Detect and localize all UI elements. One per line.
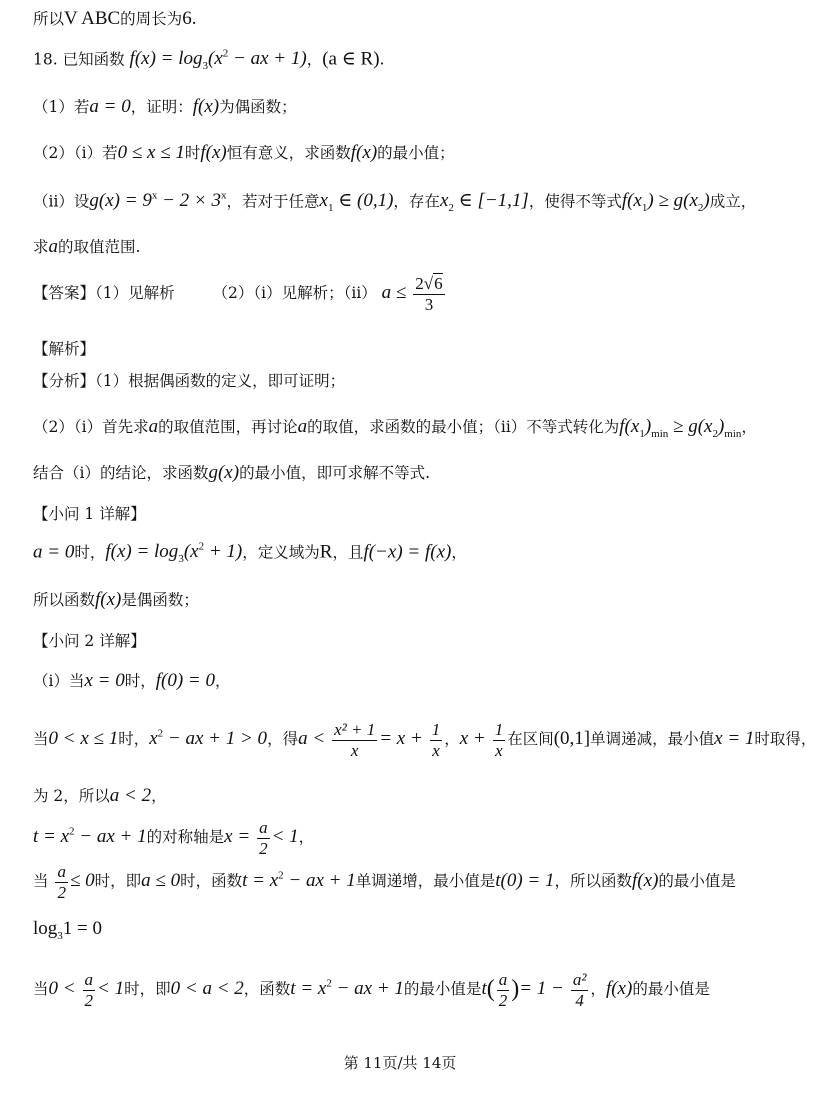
text: 所以	[33, 10, 65, 28]
text: 时，即	[94, 872, 142, 891]
fraction-denominator: 2	[84, 990, 94, 1010]
fraction-numerator: 2√6	[415, 274, 443, 293]
superscript: x	[221, 190, 227, 202]
text: ，	[590, 980, 606, 999]
paren-close: )	[511, 976, 520, 1003]
fraction-numerator: x² + 1	[334, 720, 376, 739]
text: 的最小值，即可求解不等式.	[239, 464, 430, 482]
math: f(x) = log	[105, 541, 179, 563]
math: 0 < x ≤ 1	[48, 728, 119, 750]
text: 时	[184, 144, 201, 162]
superscript: 2	[326, 977, 332, 990]
math: = 1 −	[519, 978, 564, 1000]
text: 的最小值是	[403, 980, 482, 999]
math: log	[33, 918, 58, 939]
text: ，使得不等式	[528, 192, 622, 211]
superscript: 2	[198, 541, 205, 553]
subscript: 2	[448, 202, 454, 215]
superscript: 2	[222, 48, 229, 60]
fraction	[83, 970, 96, 1010]
fraction-numerator: a	[84, 970, 94, 989]
math: g(x)	[208, 462, 240, 483]
math: + 1)	[204, 541, 243, 563]
subscript: 1	[641, 202, 648, 215]
math: t = x	[290, 978, 327, 1000]
superscript: x	[151, 190, 158, 202]
text: （2）（i）若	[33, 144, 118, 162]
text: 当	[33, 872, 49, 891]
math: a = 0	[33, 541, 75, 563]
page-footer: 第 11页/共 14页	[343, 1054, 457, 1072]
math: ≥ g(x	[668, 416, 713, 437]
math: a ≤ 0	[141, 870, 181, 892]
math: )	[703, 190, 710, 212]
text: 时，	[118, 730, 150, 749]
text: 的最小值是	[658, 872, 736, 891]
text: ，	[444, 730, 460, 749]
text: ，	[298, 828, 315, 847]
text: ，存在	[393, 192, 440, 211]
subscript: 1	[327, 202, 334, 215]
text: 时，即	[124, 980, 171, 999]
fraction-denominator: 2	[57, 882, 66, 902]
superscript: 2	[69, 825, 75, 838]
fraction-denominator: x	[432, 740, 440, 760]
math: x +	[459, 728, 486, 750]
text: （2）（ⅰ）首先求	[33, 418, 149, 436]
math: (x	[208, 48, 223, 70]
analysis-1	[33, 372, 345, 391]
section-label: 【解析】	[33, 340, 96, 358]
math: a <	[298, 728, 326, 750]
detail-2-line-5	[33, 862, 736, 902]
math: < 1	[271, 826, 299, 848]
math: x =	[224, 826, 251, 848]
fraction-numerator: 1	[431, 720, 441, 739]
math: ∈ [−1,1]	[453, 190, 529, 212]
detail-2-line-4	[33, 818, 314, 858]
math: 0 < a < 2	[170, 978, 244, 1000]
math: ≤ 0	[69, 870, 95, 892]
subscript: 1	[639, 427, 645, 440]
math-x2	[439, 190, 529, 215]
math: 0 <	[48, 978, 76, 1000]
math: ∈ (0,1)	[333, 190, 394, 212]
text: 为 2，所以	[33, 787, 110, 805]
math: t(0) = 1	[495, 870, 555, 892]
math: a	[297, 416, 308, 437]
text: 的取值范围.	[58, 238, 141, 256]
math: 6	[434, 274, 443, 293]
math: (x	[183, 541, 199, 563]
text: 求	[33, 238, 49, 256]
text: （ⅰ）当	[33, 672, 85, 690]
math: − ax + 1	[283, 870, 356, 892]
math: − ax + 1	[331, 978, 404, 1000]
math: x = 1	[714, 728, 755, 750]
fraction	[332, 720, 377, 760]
math-g	[89, 190, 226, 211]
text: ，	[151, 787, 167, 805]
text: 的取值范围，再讨论	[158, 418, 298, 436]
paren-open: (	[486, 976, 495, 1003]
subscript: 2	[712, 427, 718, 440]
math: f(x)	[95, 589, 122, 610]
text: ，函数	[243, 980, 291, 999]
math: f(x)	[605, 978, 633, 1000]
math: a	[48, 236, 59, 257]
math: )	[717, 416, 725, 437]
text: 时，	[74, 543, 106, 562]
superscript: 2	[157, 727, 164, 740]
subscript: 3	[178, 553, 184, 566]
detail-1-line-1	[33, 541, 467, 566]
math-function	[105, 541, 243, 566]
text: 成立，	[709, 192, 757, 211]
text: 是偶函数；	[121, 591, 199, 609]
math: − ax + 1)	[228, 48, 307, 70]
math-function	[129, 48, 307, 73]
math: f(0) = 0	[155, 670, 216, 691]
math: f(x)	[632, 870, 659, 892]
subquestion-1-heading	[33, 505, 146, 524]
math: R	[319, 541, 333, 563]
fraction	[430, 720, 443, 760]
math: f(x	[619, 416, 640, 437]
detail-1-line-2	[33, 589, 199, 612]
text: 所以函数	[33, 591, 96, 609]
math: < 1	[97, 978, 125, 1000]
math-quadratic	[149, 728, 267, 749]
math: − ax + 1	[74, 826, 147, 848]
math: 2	[415, 274, 424, 293]
text: （ii）设	[33, 192, 90, 211]
math: (a ∈ R)	[322, 48, 380, 70]
subscript: 3	[202, 60, 209, 73]
text: 的对称轴是	[146, 828, 225, 847]
subscript: 3	[57, 929, 63, 942]
fraction-numerator: a	[57, 862, 66, 881]
math: 0 ≤ x ≤ 1	[117, 142, 185, 163]
fraction-numerator: a	[259, 818, 268, 837]
math: t = x	[242, 870, 279, 892]
answer-fraction	[413, 274, 444, 314]
subscript: min	[724, 427, 742, 440]
subscript: min	[651, 427, 669, 440]
math: t = x	[33, 826, 70, 848]
text: 单调递增，最小值是	[355, 872, 496, 891]
part-2-ii	[33, 190, 756, 215]
text: 的最小值；	[377, 144, 455, 162]
math-x1	[319, 190, 394, 215]
math-inequality	[619, 416, 742, 440]
text: ，定义域为	[242, 543, 320, 562]
section-label: 【小问 1 详解】	[33, 505, 146, 523]
text: ，	[215, 672, 231, 690]
math: − ax + 1 > 0	[163, 728, 268, 750]
math: a = 0	[89, 96, 131, 117]
text: 的取值，求函数的最小值；（ⅱ）不等式转化为	[307, 418, 620, 436]
math: 6.	[182, 8, 197, 29]
text: 当	[33, 980, 49, 999]
text: 的周长为	[120, 10, 183, 28]
math: a < 2	[109, 785, 152, 806]
text: 单调递减，最小值	[590, 730, 715, 749]
analysis-3	[33, 462, 430, 485]
text: 时取得，	[754, 730, 816, 749]
fraction	[55, 862, 68, 902]
math: 1 = 0	[62, 918, 102, 939]
text: ，且	[332, 543, 364, 562]
fraction-denominator: 2	[498, 990, 508, 1010]
math: a ≤	[381, 282, 407, 304]
math: f(−x) = f(x)	[363, 541, 452, 563]
text: ，证明：	[130, 98, 193, 116]
question-18	[33, 48, 384, 73]
math: V ABC	[64, 8, 121, 29]
math: x = 0	[84, 670, 125, 691]
math: f(x)	[350, 142, 378, 163]
detail-2-line-7	[33, 970, 710, 1010]
analysis-2	[33, 416, 757, 441]
math-quadratic	[33, 826, 147, 847]
answer-line	[33, 274, 447, 314]
detail-2-line-2	[33, 720, 816, 760]
text: .	[379, 50, 385, 69]
fraction-denominator: x	[495, 740, 503, 760]
text: 时，	[124, 672, 156, 690]
fraction-denominator: x	[350, 740, 359, 760]
math-inequality	[621, 190, 710, 215]
text: （1）若	[33, 98, 90, 116]
text: ，若对于任意	[226, 192, 320, 211]
superscript: 2	[278, 869, 284, 882]
part-2-ii-continued	[33, 236, 140, 259]
text: 时，函数	[180, 872, 243, 891]
math-log	[33, 918, 102, 942]
math: ) ≥ g(x	[647, 190, 698, 212]
fraction	[571, 970, 589, 1010]
math: )	[644, 416, 652, 437]
math: t	[481, 978, 487, 1000]
math: x	[439, 190, 449, 212]
fraction-denominator: 2	[259, 838, 268, 858]
text: ，	[451, 543, 467, 562]
subquestion-2-heading	[33, 632, 146, 651]
fraction	[497, 970, 510, 1010]
math: a	[148, 416, 159, 437]
text: （2）（ⅰ）见解析；（ⅱ）	[212, 284, 377, 303]
subscript: 2	[697, 202, 704, 215]
math-quadratic	[290, 978, 404, 999]
answer-label: 【答案】（1）见解析	[33, 284, 175, 303]
text: 当	[33, 730, 49, 749]
detail-2-line-6	[33, 918, 102, 943]
part-2-i	[33, 142, 455, 165]
detail-2-line-1	[33, 670, 231, 693]
math: g(x) = 9	[89, 190, 152, 212]
math: f(x) = log	[129, 48, 203, 70]
math: − 2 × 3	[157, 190, 221, 212]
fraction-numerator: 1	[494, 720, 504, 739]
fraction-numerator: a	[498, 970, 508, 989]
text: ，	[306, 50, 323, 69]
math-quadratic	[242, 870, 356, 891]
text: ，所以函数	[554, 872, 633, 891]
text: 的最小值是	[632, 980, 710, 999]
fraction-numerator: a²	[572, 970, 587, 989]
math: f(x)	[192, 96, 220, 117]
text: ，	[741, 418, 757, 436]
section-label: 【小问 2 详解】	[33, 632, 146, 650]
fraction-denominator: 3	[424, 294, 434, 314]
question-number: 18.	[33, 50, 58, 69]
math: f(x)	[200, 142, 227, 163]
text: 恒有意义，求函数	[226, 144, 351, 162]
section-jiexi	[33, 340, 95, 359]
math: (0,1]	[553, 728, 591, 750]
text: 在区间	[507, 730, 554, 749]
math: f(x	[621, 190, 642, 212]
fraction	[257, 818, 270, 858]
fraction-denominator: 4	[575, 990, 584, 1010]
math: = x +	[379, 728, 423, 750]
detail-2-line-3	[33, 785, 167, 808]
text: 结合（ⅰ）的结论，求函数	[33, 464, 209, 482]
fraction	[493, 720, 506, 760]
text: 已知函数	[62, 50, 125, 69]
line-perimeter	[33, 8, 196, 31]
text: 为偶函数；	[219, 98, 297, 116]
math: x	[319, 190, 328, 212]
math: x	[149, 728, 158, 750]
part-1	[33, 96, 297, 119]
text: 【分析】（1）根据偶函数的定义，即可证明；	[33, 372, 346, 390]
text: ，得	[267, 730, 299, 749]
